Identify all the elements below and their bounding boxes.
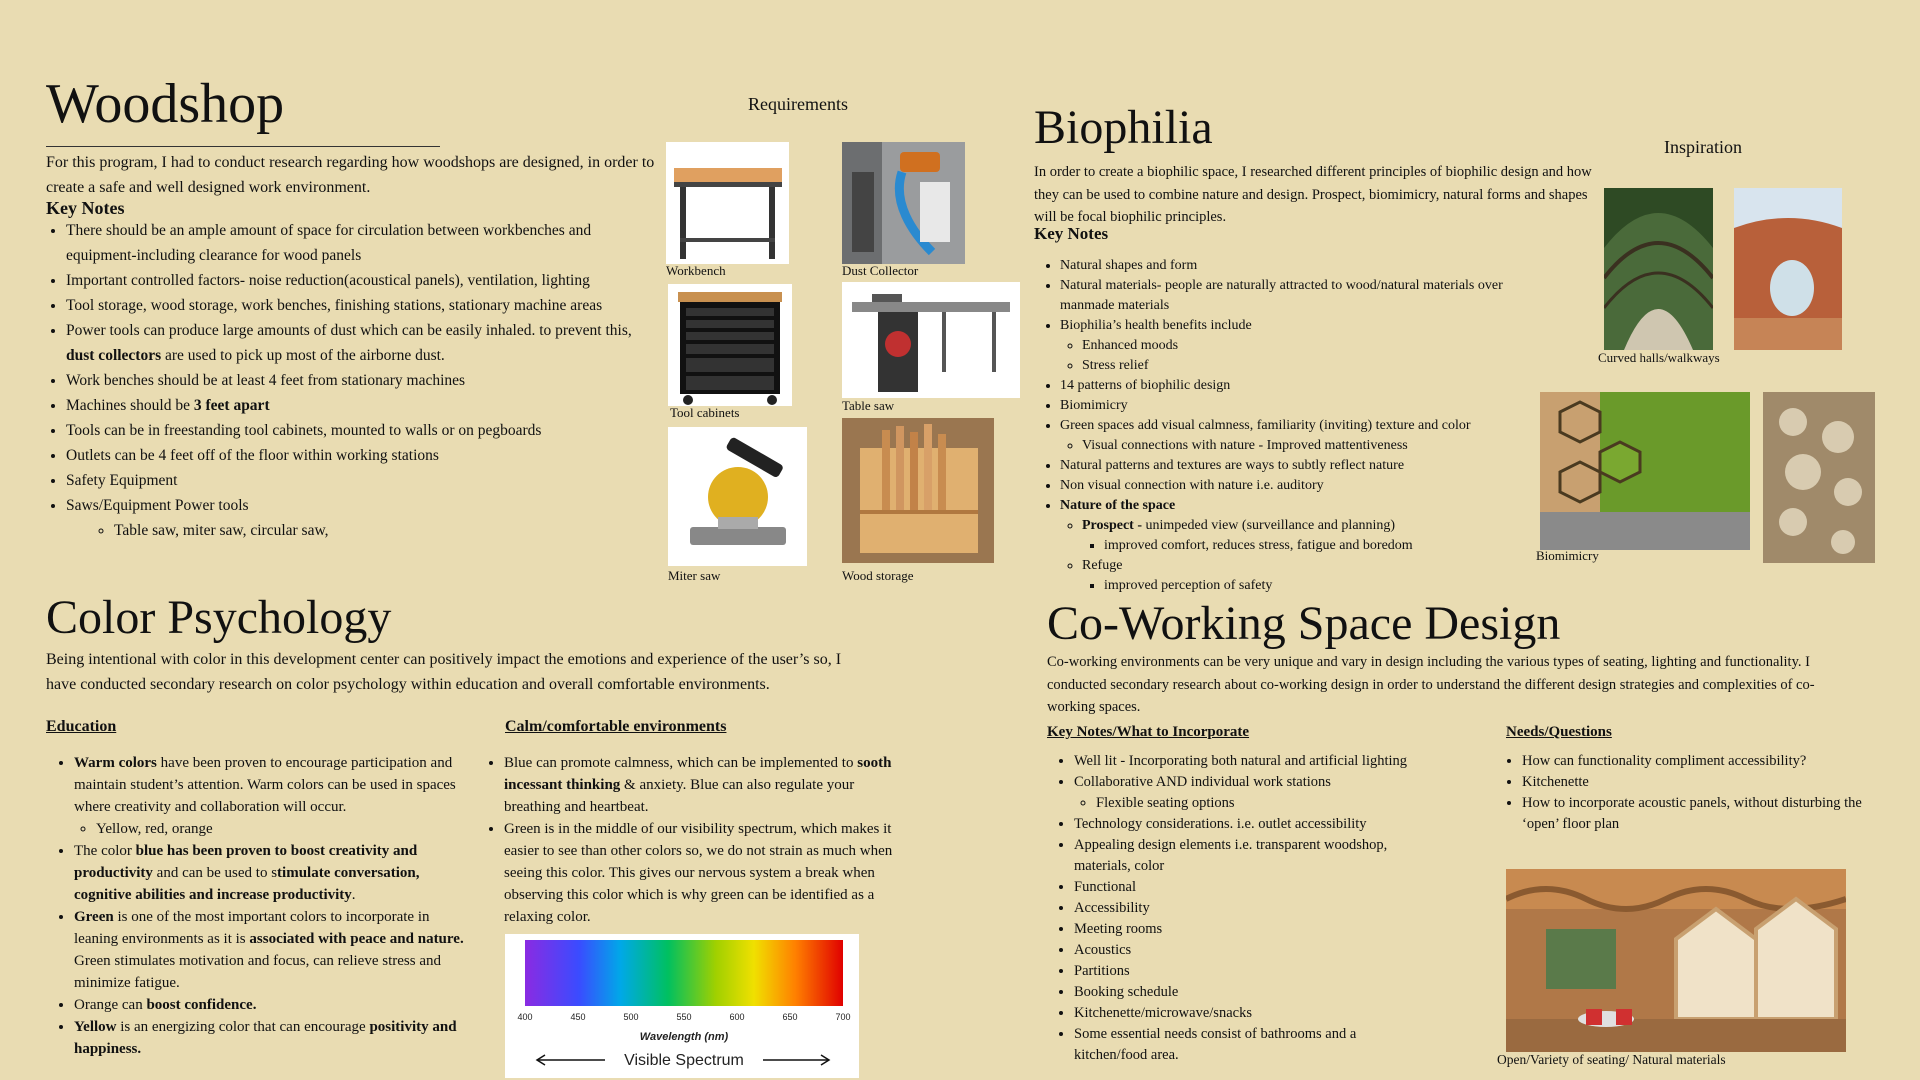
dust-collector-caption: Dust Collector xyxy=(842,263,919,278)
list-item: • Natural shapes and form xyxy=(1060,256,1530,276)
visible-spectrum-figure xyxy=(505,934,859,1078)
wood-storage-caption: Wood storage xyxy=(842,568,914,583)
list-item: • Technology considerations. i.e. outlet accessibility xyxy=(1074,814,1414,835)
biophilia-title: Biophilia xyxy=(1034,101,1213,154)
list-item: • Green is one of the most important colors to incorporate in leaning environments as it is associated with peace and nature. Green stimulates motivation and focus, can relieve stress and minimize fatigue. xyxy=(74,906,464,994)
list-item: • Machines should be 3 feet apart xyxy=(66,393,636,418)
wood-storage-image xyxy=(842,418,994,563)
list-item: • Green is in the middle of our visibility spectrum, which makes it easier to see than other colors so, we do not strain as much when seeing this color. This gives our nervous system a break when observing this color which is why green can be identified as a relaxing color. xyxy=(504,818,894,928)
spectrum-caption: Visible Spectrum xyxy=(624,1052,744,1069)
woodshop-title-rule xyxy=(46,146,440,147)
miter-saw-caption: Miter saw xyxy=(668,568,721,583)
list-item: • Safety Equipment xyxy=(66,468,636,493)
list-item: • Kitchenette/microwave/snacks xyxy=(1074,1003,1414,1024)
cowork-key-heading: Key Notes/What to Incorporate xyxy=(1047,724,1250,740)
list-item: • Kitchenette xyxy=(1522,772,1882,793)
tool-cabinets-caption: Tool cabinets xyxy=(670,405,740,420)
list-item: ◦ Table saw, miter saw, circular saw, xyxy=(114,518,636,543)
tick-label-500: 500 xyxy=(623,1012,639,1022)
tick-label-400: 400 xyxy=(517,1012,533,1022)
organic-structure-image xyxy=(1763,392,1875,563)
list-item: • Green spaces add visual calmness, familiarity (inviting) texture and color ◦ Visual connections with nature - Improved mattentiveness xyxy=(1060,416,1530,456)
list-item: • Collaborative AND individual work stations ◦ Flexible seating options xyxy=(1074,772,1414,814)
list-item: • Saws/Equipment Power tools xyxy=(66,493,636,518)
spectrum-bar xyxy=(525,940,843,1006)
tool-cabinets-image xyxy=(668,284,792,406)
table-saw-caption: Table saw xyxy=(842,398,895,413)
rock-arch-image xyxy=(1734,188,1842,350)
list-item: • How can functionality compliment accessibility? xyxy=(1522,751,1882,772)
list-item: • Some essential needs consist of bathrooms and a kitchen/food area. xyxy=(1074,1024,1414,1066)
list-item: • Well lit - Incorporating both natural and artificial lighting xyxy=(1074,751,1414,772)
biomimicry-caption: Biomimicry xyxy=(1536,548,1599,563)
requirements-heading: Requirements xyxy=(748,94,848,114)
biophilia-key-notes xyxy=(1040,256,1530,596)
list-item: • Blue can promote calmness, which can be implemented to sooth incessant thinking & anxiety. Blue can also regulate your breathing and heartbeat. xyxy=(504,752,894,818)
color-intro: Being intentional with color in this development center can positively impact the emotions and experience of the user’s so, I have conducted secondary research on color psychology within education and overall comfortable environments. xyxy=(46,651,842,693)
workbench-image xyxy=(666,142,789,264)
list-item: • There should be an ample amount of space for circulation between workbenches and equipment-including clearance for wood panels xyxy=(66,218,636,268)
cowork-key-notes xyxy=(1054,751,1414,1066)
biophilia-intro: In order to create a biophilic space, I researched different principles of biophilic design and how they can be used to combine nature and design. Prospect, biomimicry, natural forms and shapes will be focal biophilic principles. xyxy=(1034,164,1592,225)
list-item: ▪ improved perception of safety xyxy=(1104,576,1530,596)
list-item: • Important controlled factors- noise reduction(acoustical panels), ventilation, lighting xyxy=(66,268,636,293)
list-item: • Power tools can produce large amounts of dust which can be easily inhaled. to prevent this, dust collectors are used to pick up most of the airborne dust. xyxy=(66,318,636,368)
list-item: • Appealing design elements i.e. transparent woodshop, materials, color xyxy=(1074,835,1414,877)
workbench-caption: Workbench xyxy=(666,263,726,278)
list-item: • Tool storage, wood storage, work benches, finishing stations, stationary machine areas xyxy=(66,293,636,318)
list-item: • Accessibility xyxy=(1074,898,1414,919)
list-item: • 14 patterns of biophilic design xyxy=(1060,376,1530,396)
list-item: ◦ Yellow, red, orange xyxy=(96,818,464,840)
tick-label-450: 450 xyxy=(570,1012,586,1022)
cowork-title: Co-Working Space Design xyxy=(1047,597,1561,650)
inspiration-heading: Inspiration xyxy=(1664,137,1742,157)
curved-walkway-image xyxy=(1604,188,1713,350)
needs-list xyxy=(1502,751,1882,835)
list-item: • Warm colors have been proven to encourage participation and maintain student’s attention. Warm colors can be used in spaces where creativity and collaboration will occur. ◦ Yellow, red, orange xyxy=(74,752,464,840)
list-item: ◦ Visual connections with nature - Improved mattentiveness xyxy=(1082,436,1530,456)
list-item: • Biomimicry xyxy=(1060,396,1530,416)
woodshop-key-notes xyxy=(46,218,636,543)
woodshop-title: Woodshop xyxy=(46,73,285,135)
coworking-photo-caption: Open/Variety of seating/ Natural materials xyxy=(1497,1052,1726,1067)
woodshop-intro: For this program, I had to conduct research regarding how woodshops are designed, in order to create a safe and well designed work environment. xyxy=(46,154,655,196)
list-item: ◦ Flexible seating options xyxy=(1096,793,1414,814)
tick-label-700: 700 xyxy=(835,1012,851,1022)
list-item: ◦ Enhanced moods xyxy=(1082,336,1530,356)
coworking-photo xyxy=(1506,869,1846,1052)
dust-collector-image xyxy=(842,142,965,264)
tick-label-650: 650 xyxy=(782,1012,798,1022)
curved-caption: Curved halls/walkways xyxy=(1598,350,1720,365)
miter-saw-image xyxy=(668,427,807,566)
list-item: • Orange can boost confidence. xyxy=(74,994,464,1016)
list-item: • Non visual connection with nature i.e. auditory xyxy=(1060,476,1530,496)
needs-heading: Needs/Questions xyxy=(1506,724,1612,740)
list-item: • Outlets can be 4 feet off of the floor within working stations xyxy=(66,443,636,468)
education-heading: Education xyxy=(46,718,117,735)
list-item: • Nature of the space ◦ Prospect - unimpeded view (surveillance and planning) ▪ improved comfort, reduces stress, fatigue and boredom ◦ Refuge ▪ improved perception of safety xyxy=(1060,496,1530,596)
list-item: • How to incorporate acoustic panels, without disturbing the ‘open’ floor plan xyxy=(1522,793,1882,835)
biomimicry-wall-image xyxy=(1540,392,1750,550)
list-item: • Acoustics xyxy=(1074,940,1414,961)
tick-label-600: 600 xyxy=(729,1012,745,1022)
list-item: ◦ Refuge ▪ improved perception of safety xyxy=(1082,556,1530,596)
cowork-intro: Co-working environments can be very unique and vary in design including the various types of seating, lighting and functionality. I conducted secondary research about co-working design in order to understand the different design strategies and complexities of co-working spaces. xyxy=(1047,654,1815,715)
list-item: • Partitions xyxy=(1074,961,1414,982)
calm-notes xyxy=(484,752,894,928)
list-item: • The color blue has been proven to boost creativity and productivity and can be used to stimulate conversation, cognitive abilities and increase productivity. xyxy=(74,840,464,906)
axis-label: Wavelength (nm) xyxy=(639,1031,729,1043)
education-notes xyxy=(54,752,464,1060)
list-item: • Natural materials- people are naturally attracted to wood/natural materials over manmade materials xyxy=(1060,276,1530,316)
list-item: • Tools can be in freestanding tool cabinets, mounted to walls or on pegboards xyxy=(66,418,636,443)
list-item: ▪ improved comfort, reduces stress, fatigue and boredom xyxy=(1104,536,1530,556)
biophilia-key-notes-heading: Key Notes xyxy=(1034,224,1109,243)
list-item: • Work benches should be at least 4 feet from stationary machines xyxy=(66,368,636,393)
list-item: ◦ Prospect - unimpeded view (surveillance and planning) ▪ improved comfort, reduces stress, fatigue and boredom xyxy=(1082,516,1530,556)
calm-heading: Calm/comfortable environments xyxy=(505,718,727,735)
color-title: Color Psychology xyxy=(46,591,392,644)
table-saw-image xyxy=(842,282,1020,398)
list-item: • Meeting rooms xyxy=(1074,919,1414,940)
list-item: • Yellow is an energizing color that can encourage positivity and happiness. xyxy=(74,1016,464,1060)
list-item: • Natural patterns and textures are ways to subtly reflect nature xyxy=(1060,456,1530,476)
list-item: • Functional xyxy=(1074,877,1414,898)
list-item: • Booking schedule xyxy=(1074,982,1414,1003)
tick-label-550: 550 xyxy=(676,1012,692,1022)
list-item: ◦ Stress relief xyxy=(1082,356,1530,376)
woodshop-key-notes-heading: Key Notes xyxy=(46,198,125,218)
list-item: • Biophilia’s health benefits include ◦ Enhanced moods ◦ Stress relief xyxy=(1060,316,1530,376)
